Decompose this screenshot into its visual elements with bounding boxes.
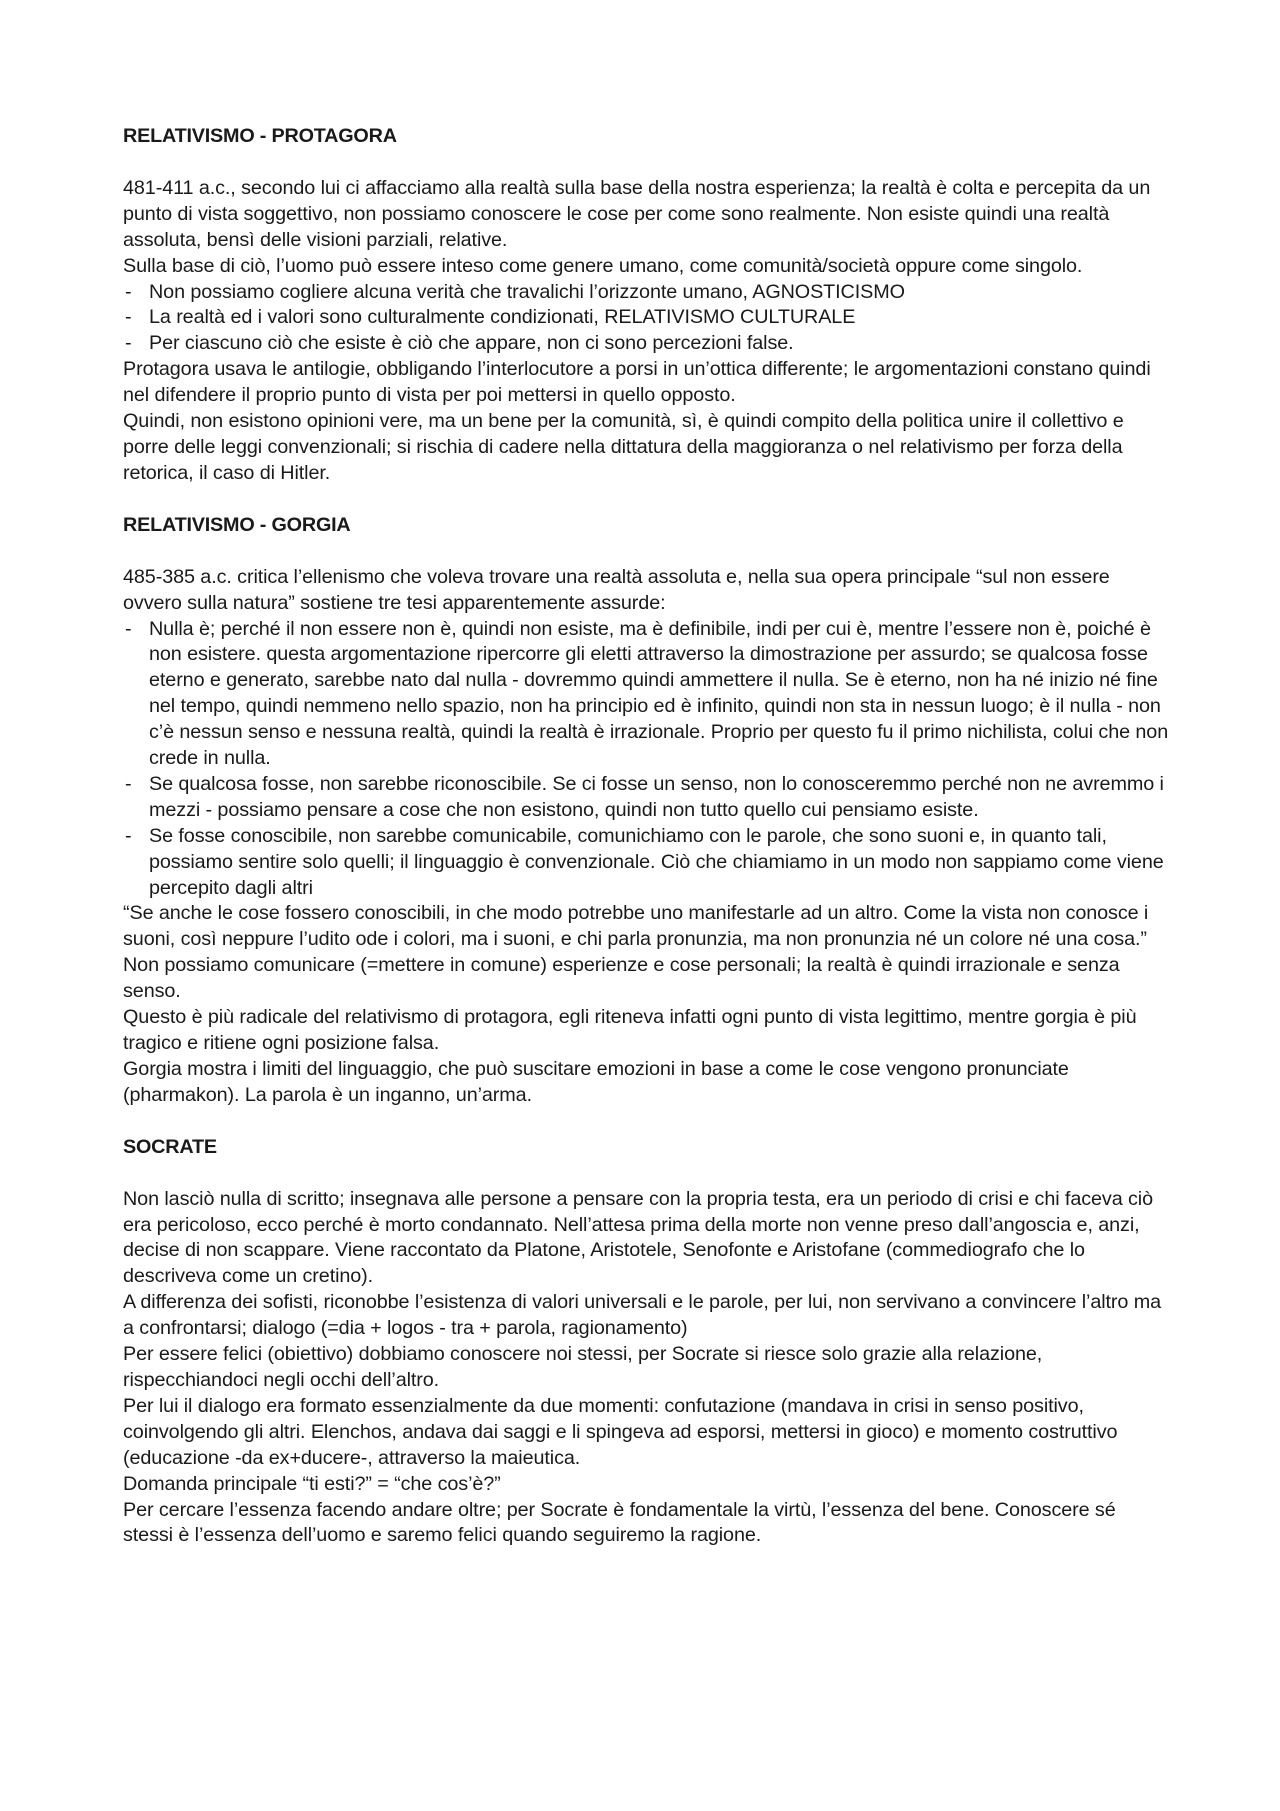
paragraph: A differenza dei sofisti, riconobbe l’esistenza di valori universali e le parole, per lui, non servivano a convincere l’altro ma a confrontarsi; dialogo (=dia + logos - tra + parola, ragionamento) <box>123 1291 1161 1340</box>
list-item: - La realtà ed i valori sono culturalmente condizionati, RELATIVISMO CULTURALE <box>123 305 1170 331</box>
paragraph: Non lasciò nulla di scritto; insegnava alle persone a pensare con la propria testa, era un periodo di crisi e chi faceva ciò era pericoloso, ecco perché è morto condannato. Nell’attesa prima della morte non venne preso dall’angoscia e, anzi, decise di non scappare. Viene raccontato da Platone, Aristotele, Senofonte e Aristofane (commediografo che lo descriveva come un cretino). <box>123 1187 1153 1288</box>
paragraph: 481-411 a.c., secondo lui ci affacciamo alla realtà sulla base della nostra esperienza; la realtà è colta e percepita da un punto di vista soggettivo, non possiamo conoscere le cose per come sono realmente. Non esiste quindi una realtà assoluta, bensì delle visioni parziali, relative. <box>123 176 1151 251</box>
list-item: - Se fosse conoscibile, non sarebbe comunicabile, comunichiamo con le parole, che sono suoni e, in quanto tali, possiamo sentire solo quelli; il linguaggio è convenzionale. Ciò che chiamiamo in un modo non sappiamo come viene percepito dagli altri <box>123 824 1170 902</box>
paragraph: 485-385 a.c. critica l’ellenismo che voleva trovare una realtà assoluta e, nella sua opera principale “sul non essere ovvero sulla natura” sostiene tre tesi apparentemente assurde: <box>123 565 1110 614</box>
paragraph: Questo è più radicale del relativismo di protagora, egli riteneva infatti ogni punto di vista legittimo, mentre gorgia è più tragico e ritiene ogni posizione falsa. <box>123 1006 1137 1054</box>
paragraph: Per cercare l’essenza facendo andare oltre; per Socrate è fondamentale la virtù, l’essenza del bene. Conoscere sé stessi è l’essenza dell’uomo e saremo felici quando seguiremo la ragione. <box>123 1498 1116 1547</box>
section-gorgia <box>123 513 1170 1109</box>
bullet-list <box>123 280 1170 358</box>
paragraph: Quindi, non esistono opinioni vere, ma un bene per la comunità, sì, è quindi compito della politica unire il collettivo e porre delle leggi convenzionali; si rischia di cadere nella dittatura della maggioranza o nel relativismo per forza della retorica, il caso di Hitler. <box>123 410 1124 484</box>
list-item: - Per ciascuno ciò che esiste è ciò che appare, non ci sono percezioni false. <box>123 331 1170 357</box>
section-heading: SOCRATE <box>123 1135 217 1158</box>
paragraph: Gorgia mostra i limiti del linguaggio, che può suscitare emozioni in base a come le cose vengono pronunciate (pharmakon). La parola è un inganno, un’arma. <box>123 1057 1069 1106</box>
paragraph: “Se anche le cose fossero conoscibili, in che modo potrebbe uno manifestarle ad un altro. Come la vista non conosce i suoni, così neppure l’udito ode i colori, ma i suoni, e chi parla pronunzia, ma non pronunzia né un colore né una cosa.” Non possiamo comunicare (=mettere in comune) esperienze e cose personali; la realtà è quindi irrazionale e senza senso. <box>123 902 1149 1003</box>
section-socrate <box>123 1135 1170 1550</box>
list-item: - Nulla è; perché il non essere non è, quindi non esiste, ma è definibile, indi per cui è, mentre l’essere non è, poiché è non esistere. questa argomentazione ripercorre gli eletti attraverso la dimostrazione per assurdo; se qualcosa fosse eterno e generato, sarebbe nato dal nulla - dovremmo quindi ammettere il nulla. Se è eterno, non ha né inizio né fine nel tempo, quindi nemmeno nello spazio, non ha principio ed è infinito, quindi non sta in nessun luogo; è il nulla - non c’è nessun senso e nessuna realtà, quindi la realtà è irrazionale. Proprio per questo fu il primo nichilista, colui che non crede in nulla. <box>123 617 1170 772</box>
list-item: - Se qualcosa fosse, non sarebbe riconoscibile. Se ci fosse un senso, non lo conosceremmo perché non ne avremmo i mezzi - possiamo pensare a cose che non esistono, quindi non tutto quello cui pensiamo esiste. <box>123 772 1170 824</box>
paragraph: Protagora usava le antilogie, obbligando l’interlocutore a porsi in un’ottica differente; le argomentazioni constano quindi nel difendere il proprio punto di vista per poi mettersi in quello opposto. <box>123 358 1151 407</box>
section-protagora <box>123 124 1170 487</box>
section-heading: RELATIVISMO - GORGIA <box>123 513 351 536</box>
paragraph: Per essere felici (obiettivo) dobbiamo conoscere noi stessi, per Socrate si riesce solo grazie alla relazione, rispecchiandoci negli occhi dell’altro. <box>123 1343 1043 1391</box>
paragraph: Domanda principale “ti esti?” = “che cos’è?” <box>123 1472 501 1495</box>
list-item: - Non possiamo cogliere alcuna verità che travalichi l’orizzonte umano, AGNOSTICISMO <box>123 280 1170 306</box>
section-heading: RELATIVISMO - PROTAGORA <box>123 125 397 147</box>
bullet-list <box>123 617 1170 902</box>
paragraph: Per lui il dialogo era formato essenzialmente da due momenti: confutazione (mandava in crisi in senso positivo, coinvolgendo gli altri. Elenchos, andava dai saggi e li spingeva ad esporsi, mettersi in gioco) e momento costruttivo (educazione -da ex+ducere-, attraverso la maieutica. <box>123 1394 1118 1469</box>
paragraph: Sulla base di ciò, l’uomo può essere inteso come genere umano, come comunità/società oppure come singolo. <box>123 254 1083 277</box>
